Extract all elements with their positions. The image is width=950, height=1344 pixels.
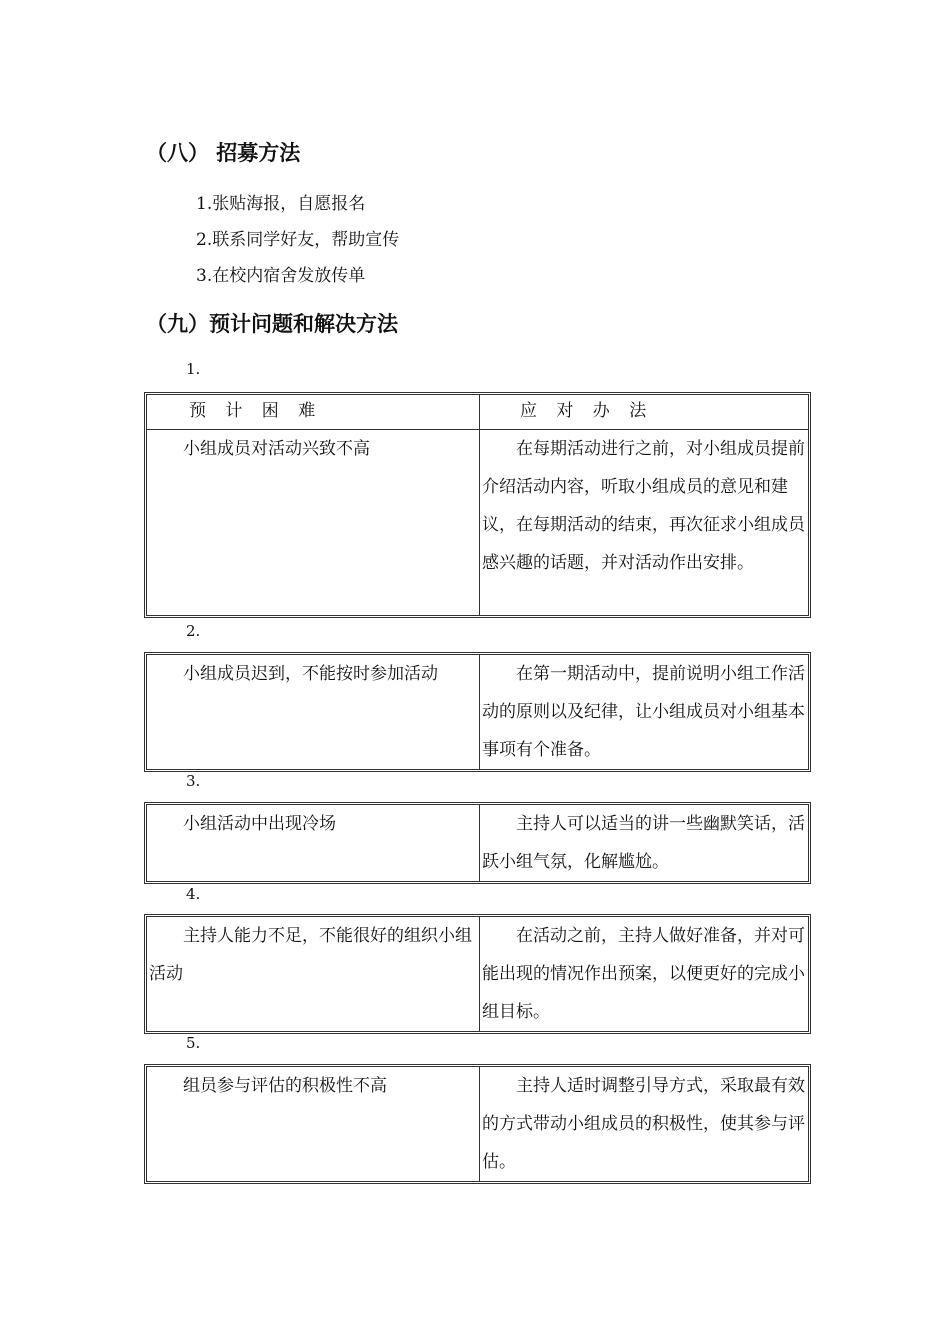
problem-table-2: [144, 652, 811, 772]
table-row: [147, 430, 808, 615]
solution-text: 在第一期活动中，提前说明小组工作活动的原则以及纪律，让小组成员对小组基本事项有个准备。: [482, 664, 805, 760]
solution-text: 主持人适时调整引导方式，采取最有效的方式带动小组成员的积极性，使其参与评估。: [482, 1076, 805, 1172]
problem-number-4: 4.: [186, 885, 201, 903]
table-header-row: [147, 395, 808, 430]
section-9-title: （九）预计问题和解决方法: [146, 311, 398, 336]
table-row: [147, 655, 808, 769]
header-solution: 应 对 办 法: [520, 401, 654, 421]
solution-text: 在每期活动进行之前，对小组成员提前介绍活动内容，听取小组成员的意见和建议，在每期活动的结束，再次征求小组成员感兴趣的话题，并对活动作出安排。: [482, 439, 805, 573]
problem-text: 主持人能力不足，不能很好的组织小组活动: [147, 917, 480, 1031]
problem-table-4: [144, 914, 811, 1034]
recruit-item-3: 3.在校内宿舍发放传单: [196, 266, 366, 286]
problem-table-5: [144, 1064, 811, 1184]
solution-text: 主持人可以适当的讲一些幽默笑话，活跃小组气氛，化解尴尬。: [482, 814, 805, 872]
problem-number-5: 5.: [186, 1034, 201, 1052]
solution-text: 在活动之前，主持人做好准备，并对可能出现的情况作出预案，以便更好的完成小组目标。: [482, 926, 805, 1022]
recruit-item-2: 2.联系同学好友，帮助宣传: [196, 230, 400, 250]
problem-text: 小组成员迟到，不能按时参加活动: [147, 655, 480, 769]
problem-text: 小组活动中出现冷场: [147, 805, 480, 881]
table-row: [147, 917, 808, 1031]
problem-table-1: [144, 392, 811, 618]
problem-text: 组员参与评估的积极性不高: [147, 1067, 480, 1181]
table-row: [147, 805, 808, 881]
section-8-title: （八） 招募方法: [146, 140, 301, 165]
header-problem: 预 计 困 难: [189, 401, 323, 421]
recruit-item-1: 1.张贴海报，自愿报名: [196, 194, 366, 214]
problem-text: 小组成员对活动兴致不高: [147, 430, 480, 615]
problem-number-3: 3.: [186, 772, 201, 790]
problem-number-1: 1.: [186, 360, 201, 378]
problem-number-2: 2.: [186, 622, 201, 640]
table-row: [147, 1067, 808, 1181]
problem-table-3: [144, 802, 811, 884]
